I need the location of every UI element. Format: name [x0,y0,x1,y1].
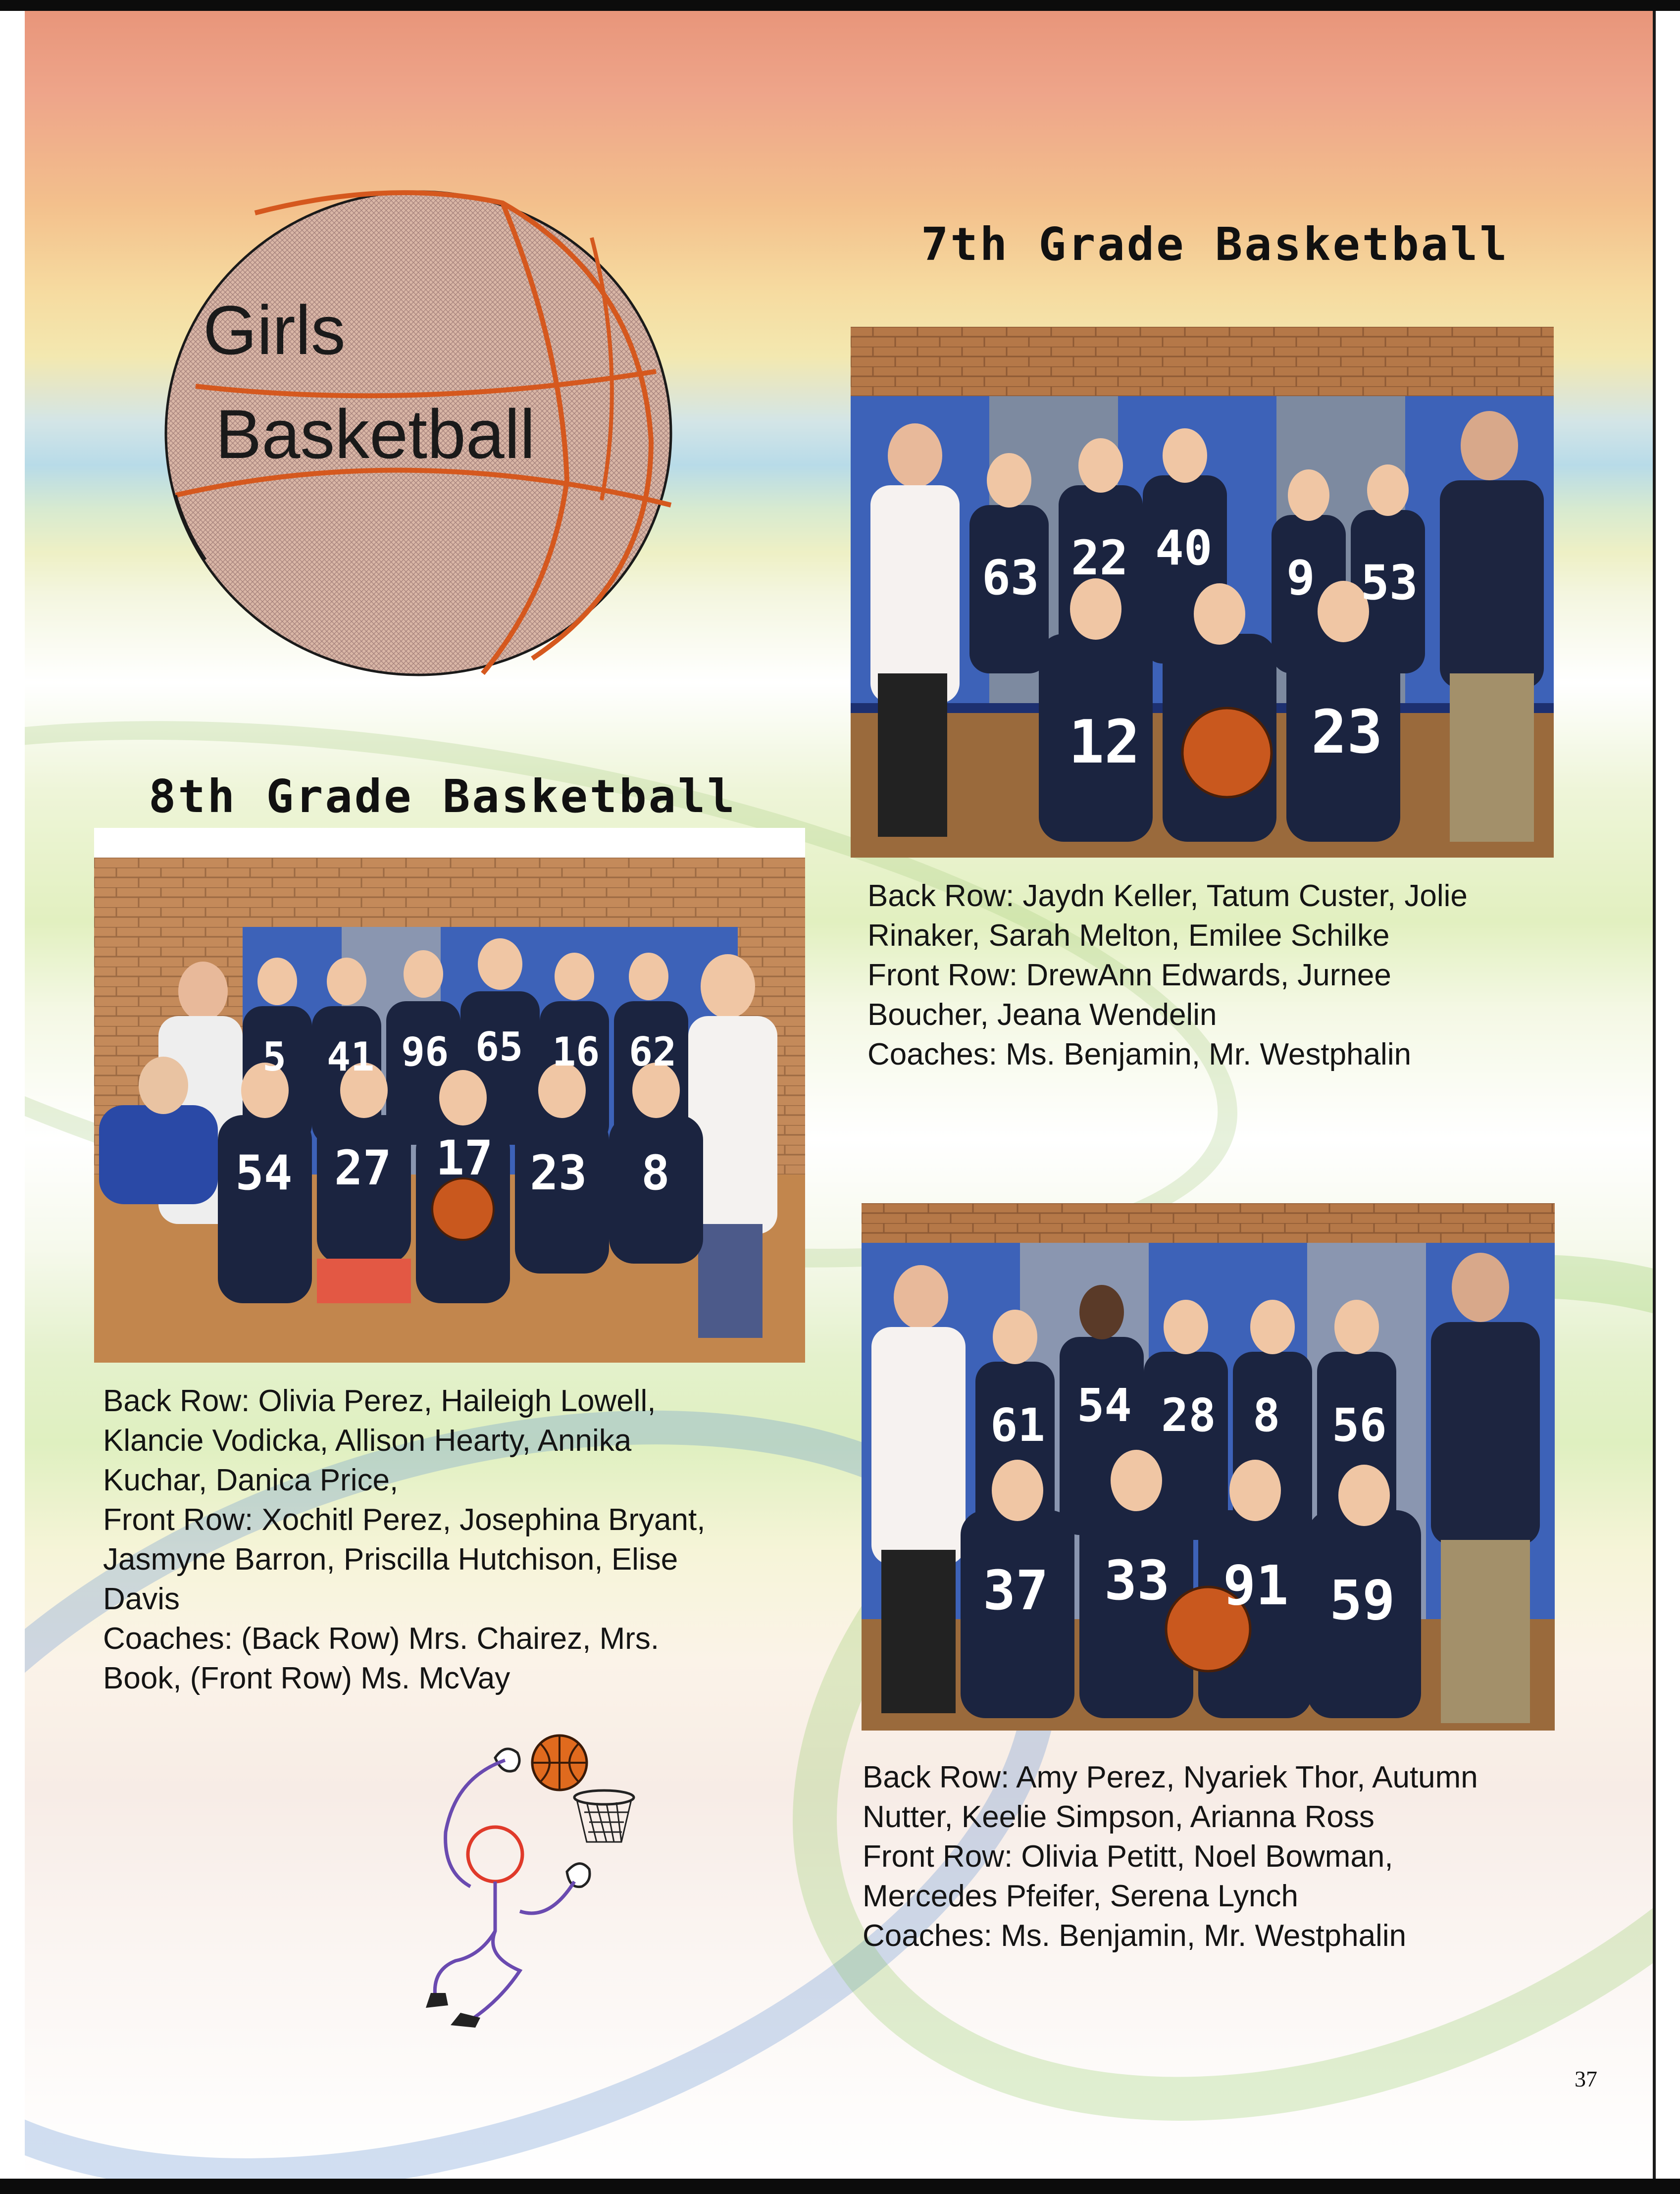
basketball-player-icon [426,1723,654,2040]
caption-line: Jasmyne Barron, Priscilla Hutchison, Elise [103,1542,678,1577]
jersey-number: 23 [1311,698,1383,767]
girls-basketball-logo [156,183,681,688]
page-border-bottom [0,2179,1680,2194]
caption-line: Davis [103,1582,180,1616]
caption-line: Front Row: DrewAnn Edwards, Jurnee [867,958,1391,992]
jersey-number: 40 [1155,520,1213,576]
page-margin-right [1654,0,1680,2194]
caption-line: Coaches: Ms. Benjamin, Mr. Westphalin [867,1037,1412,1071]
caption-line: Front Row: Olivia Petitt, Noel Bowman, [863,1839,1393,1874]
jersey-number: 61 [990,1399,1045,1452]
jersey-number: 8 [641,1145,670,1201]
jersey-number: 63 [982,550,1039,606]
jersey-number: 65 [475,1024,523,1070]
logo-line-1: Girls [203,291,346,369]
seventh-grade-caption-2 [863,1758,1478,1956]
jersey-number: 53 [1361,555,1418,611]
jersey-number: 27 [334,1140,392,1196]
jersey-number: 54 [235,1145,293,1201]
jersey-number: 17 [436,1130,493,1186]
jersey-number: 9 [1286,550,1315,606]
jersey-number: 54 [1077,1379,1132,1432]
seventh-grade-team-photo-2 [862,1203,1555,1731]
caption-line: Nutter, Keelie Simpson, Arianna Ross [863,1800,1375,1834]
seventh-grade-team-photo [851,327,1554,858]
jersey-number: 59 [1329,1569,1395,1632]
caption-line: Kuchar, Danica Price, [103,1463,399,1497]
jersey-number: 33 [1104,1549,1170,1612]
caption-line: Boucher, Jeana Wendelin [867,998,1217,1032]
caption-line: Mercedes Pfeifer, Serena Lynch [863,1879,1298,1913]
caption-line: Coaches: Ms. Benjamin, Mr. Westphalin [863,1919,1407,1953]
eighth-grade-caption [103,1381,705,1698]
jersey-number: 12 [1069,708,1140,777]
eighth-grade-team-photo [94,828,805,1363]
eighth-grade-heading: 8th Grade Basketball [149,770,737,823]
jersey-number: 28 [1161,1389,1216,1442]
jersey-number: 96 [401,1029,449,1075]
jersey-number: 8 [1253,1389,1280,1442]
jersey-number: 5 [262,1034,287,1080]
caption-line: Back Row: Olivia Perez, Haileigh Lowell, [103,1384,656,1418]
caption-line: Back Row: Amy Perez, Nyariek Thor, Autumn [863,1760,1478,1794]
caption-line: Klancie Vodicka, Allison Hearty, Annika [103,1424,632,1458]
jersey-number: 41 [327,1034,375,1080]
jersey-number: 56 [1332,1399,1387,1452]
caption-line: Book, (Front Row) Ms. McVay [103,1661,510,1695]
jersey-number: 37 [983,1559,1049,1622]
jersey-number: 91 [1223,1554,1289,1617]
page-number: 37 [1575,2066,1597,2092]
caption-line: Rinaker, Sarah Melton, Emilee Schilke [867,918,1390,953]
seventh-grade-heading: 7th Grade Basketball [921,218,1509,271]
jersey-number: 16 [552,1029,600,1075]
jersey-number: 62 [629,1029,677,1075]
caption-line: Front Row: Xochitl Perez, Josephina Bryant, [103,1503,706,1537]
page-margin-left [0,0,25,2194]
jersey-number: 23 [530,1145,587,1201]
caption-line: Coaches: (Back Row) Mrs. Chairez, Mrs. [103,1622,660,1656]
jersey-number: 22 [1071,530,1128,586]
seventh-grade-caption [867,876,1468,1074]
page-edge-line [1653,11,1656,2180]
caption-line: Back Row: Jaydn Keller, Tatum Custer, Jolie [867,879,1468,913]
logo-line-2: Basketball [215,395,535,473]
page-border-top [0,0,1680,11]
